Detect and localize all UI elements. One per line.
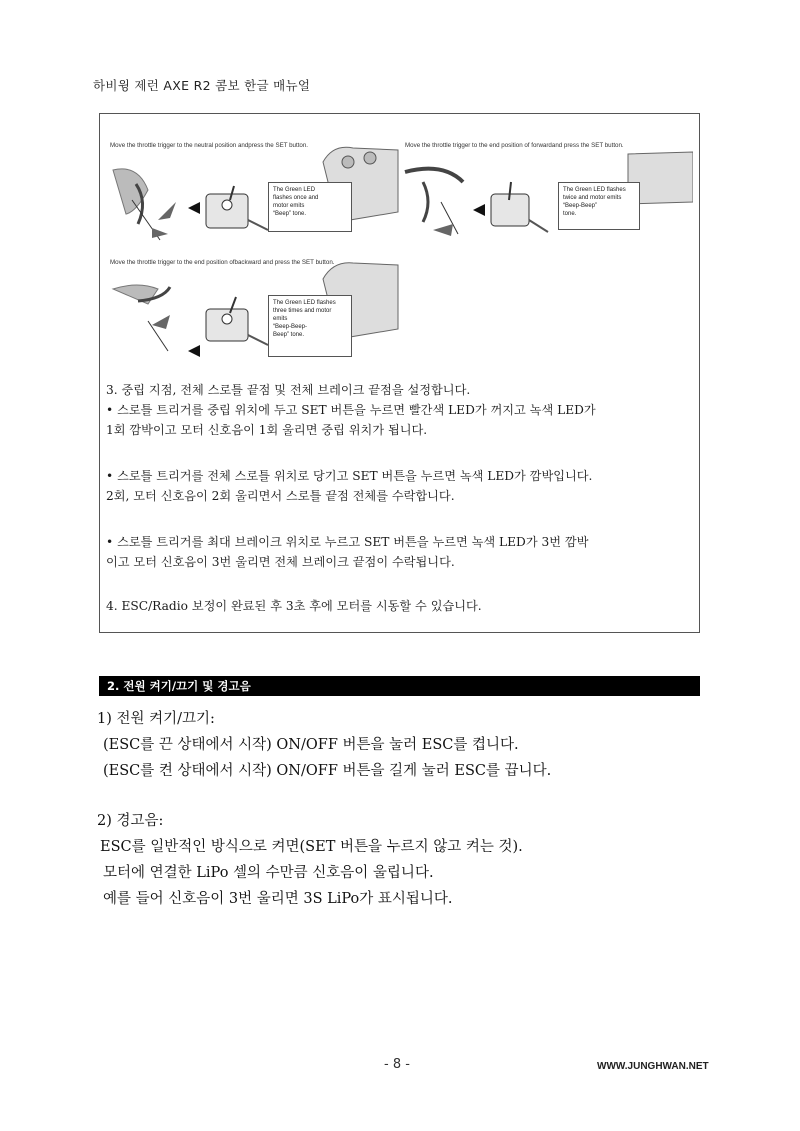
warning-line1: ESC를 일반적인 방식으로 켜면(SET 버튼을 누르지 않고 켜는 것).	[100, 839, 523, 855]
figure-backward	[108, 259, 403, 369]
led-callout-2: The Green LED flashes twice and motor emits “Beep-Beep” tone.	[558, 182, 640, 230]
step3-block	[106, 380, 696, 440]
step4: 4. ESC/Radio 보정이 완료된 후 3초 후에 모터를 시동할 수 있습니다.	[106, 599, 482, 613]
led-callout-3: The Green LED flashes three times and motor emits “Beep-Beep- Beep” tone.	[268, 295, 352, 357]
forward-illustration	[403, 142, 693, 247]
figure-forward	[403, 142, 693, 247]
warning-section	[97, 808, 523, 912]
led-callout-1: The Green LED flashes once and motor emits “Beep” tone.	[268, 182, 352, 232]
bullet1-line1: • 스로틀 트리거를 중립 위치에 두고 SET 버튼을 누르면 빨간색 LED가 꺼지고 녹색 LED가	[106, 403, 596, 417]
page-number: - 8 -	[384, 1057, 410, 1072]
power-section	[97, 706, 551, 784]
figure-caption: Move the throttle trigger to the end position of forwardand press the SET button.	[405, 142, 624, 149]
calibration-box	[99, 113, 700, 633]
neutral-illustration	[108, 142, 403, 247]
backward-illustration	[108, 259, 403, 369]
figure-caption: Move the throttle trigger to the end position ofbackward and press the SET button.	[110, 259, 335, 266]
warning-line2: 모터에 연결한 LiPo 셀의 수만큼 신호음이 울립니다.	[103, 865, 434, 881]
bullet2-line1: • 스로틀 트리거를 전체 스로틀 위치로 당기고 SET 버튼을 누르면 녹색 LED가 깜박입니다.	[106, 469, 593, 483]
section-title-bar: 2. 전원 켜기/끄기 및 경고음	[99, 676, 700, 696]
warning-heading: 2) 경고음:	[97, 813, 164, 829]
power-on-text: (ESC를 끈 상태에서 시작) ON/OFF 버튼을 눌러 ESC를 켭니다.	[103, 737, 519, 753]
bullet3-line2: 이고 모터 신호음이 3번 울리면 전체 브레이크 끝점이 수락됩니다.	[106, 555, 455, 569]
bullet2-block	[106, 466, 696, 506]
footer-url: WWW.JUNGHWAN.NET	[597, 1061, 709, 1072]
step3-title: 3. 중립 지점, 전체 스로틀 끝점 및 전체 브레이크 끝점을 설정합니다.	[106, 383, 471, 397]
bullet1-line2: 1회 깜박이고 모터 신호음이 1회 울리면 중립 위치가 됩니다.	[106, 423, 428, 437]
power-off-text: (ESC를 켠 상태에서 시작) ON/OFF 버튼을 길게 눌러 ESC를 끕니다.	[103, 763, 552, 779]
document-header: 하비윙 제런 AXE R2 콤보 한글 매뉴얼	[93, 78, 311, 93]
bullet3-block	[106, 532, 696, 572]
figure-neutral	[108, 142, 403, 247]
power-heading: 1) 전원 켜기/끄기:	[97, 711, 215, 727]
warning-line3: 예를 들어 신호음이 3번 울리면 3S LiPo가 표시됩니다.	[103, 891, 453, 907]
bullet3-line1: • 스로틀 트리거를 최대 브레이크 위치로 누르고 SET 버튼을 누르면 녹색 LED가 3번 깜박	[106, 535, 589, 549]
figure-caption: Move the throttle trigger to the neutral position andpress the SET button.	[110, 142, 309, 149]
bullet2-line2: 2회, 모터 신호음이 2회 울리면서 스로틀 끝점 전체를 수락합니다.	[106, 489, 455, 503]
